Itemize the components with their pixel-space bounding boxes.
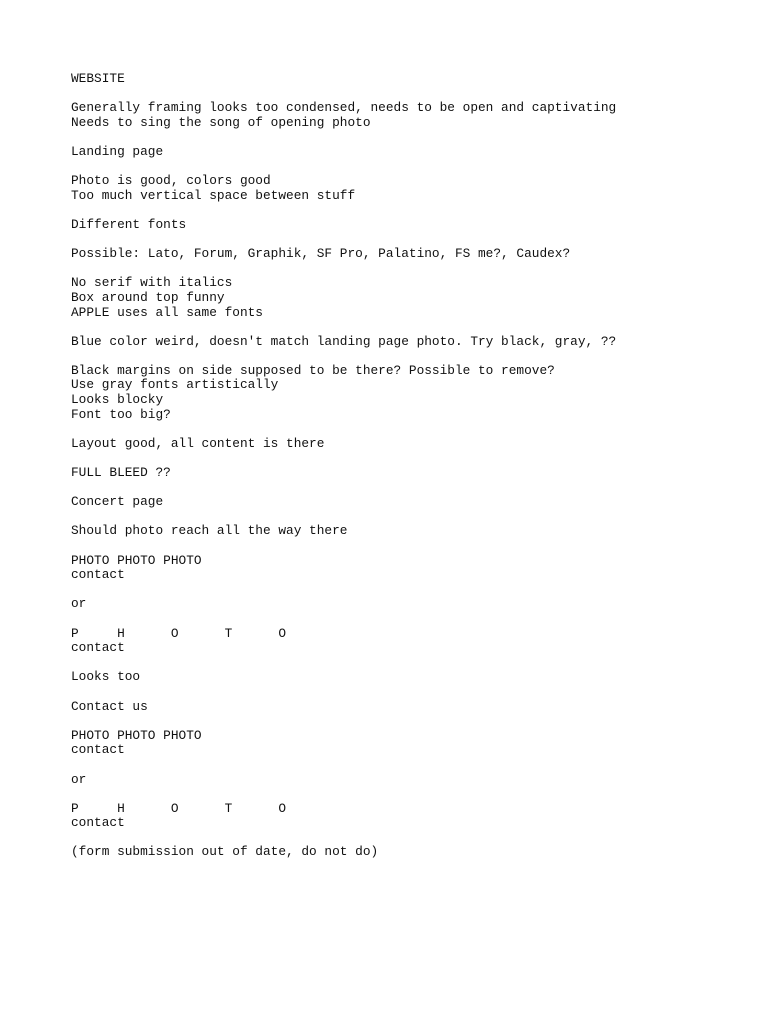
spacer bbox=[71, 656, 751, 671]
contact-option2-contact: contact bbox=[71, 815, 125, 831]
spacer bbox=[71, 451, 751, 466]
layout-note: Layout good, all content is there bbox=[71, 435, 325, 451]
concert-heading: Concert page bbox=[71, 494, 164, 510]
landing-note-1: Photo is good, colors good bbox=[71, 173, 271, 189]
font-note-1: No serif with italics bbox=[71, 275, 233, 291]
concert-photo-question: Should photo reach all the way there bbox=[71, 523, 348, 539]
spacer bbox=[71, 758, 751, 773]
concert-option1-photo: PHOTO PHOTO PHOTO bbox=[71, 552, 202, 568]
concert-or: or bbox=[71, 596, 87, 612]
spacer bbox=[71, 831, 751, 846]
fonts-possible: Possible: Lato, Forum, Graphik, SF Pro, Palatino, FS me?, Caudex? bbox=[71, 246, 571, 262]
looks-too-note: Looks too bbox=[71, 669, 141, 685]
spacer bbox=[71, 583, 751, 598]
spacer bbox=[71, 160, 751, 175]
spacer bbox=[71, 685, 751, 700]
spacer bbox=[71, 320, 751, 335]
general-note-2: Needs to sing the song of opening photo bbox=[71, 114, 371, 130]
contact-option1-contact: contact bbox=[71, 742, 125, 758]
spacer bbox=[71, 714, 751, 729]
fonts-heading: Different fonts bbox=[71, 216, 187, 232]
spacer bbox=[71, 262, 751, 277]
spacer bbox=[71, 130, 751, 145]
contact-option1-photo: PHOTO PHOTO PHOTO bbox=[71, 727, 202, 743]
document-page bbox=[71, 72, 751, 860]
spacer bbox=[71, 349, 751, 364]
full-bleed-note: FULL BLEED ?? bbox=[71, 465, 171, 481]
margins-note-3: Looks blocky bbox=[71, 392, 164, 408]
font-note-3: APPLE uses all same fonts bbox=[71, 304, 263, 320]
spacer bbox=[71, 481, 751, 496]
margins-note-1: Black margins on side supposed to be there? Possible to remove? bbox=[71, 362, 555, 378]
spacer bbox=[71, 510, 751, 525]
spacer bbox=[71, 612, 751, 627]
spacer bbox=[71, 539, 751, 554]
margins-note-4: Font too big? bbox=[71, 406, 171, 422]
concert-option2-contact: contact bbox=[71, 640, 125, 656]
margins-note-2: Use gray fonts artistically bbox=[71, 377, 279, 393]
form-note: (form submission out of date, do not do) bbox=[71, 844, 379, 860]
concert-option1-contact: contact bbox=[71, 567, 125, 583]
contact-heading: Contact us bbox=[71, 698, 148, 714]
landing-heading: Landing page bbox=[71, 143, 164, 159]
contact-or: or bbox=[71, 771, 87, 787]
landing-note-2: Too much vertical space between stuff bbox=[71, 187, 356, 203]
spacer bbox=[71, 87, 751, 102]
concert-option2-photo: P H O T O bbox=[71, 625, 287, 641]
contact-option2-photo: P H O T O bbox=[71, 800, 287, 816]
spacer bbox=[71, 422, 751, 437]
spacer bbox=[71, 787, 751, 802]
spacer bbox=[71, 203, 751, 218]
document-heading: WEBSITE bbox=[71, 71, 125, 86]
spacer bbox=[71, 233, 751, 248]
font-note-2: Box around top funny bbox=[71, 289, 225, 305]
blue-color-note: Blue color weird, doesn't match landing page photo. Try black, gray, ?? bbox=[71, 333, 617, 349]
general-note-1: Generally framing looks too condensed, needs to be open and captivating bbox=[71, 100, 617, 116]
